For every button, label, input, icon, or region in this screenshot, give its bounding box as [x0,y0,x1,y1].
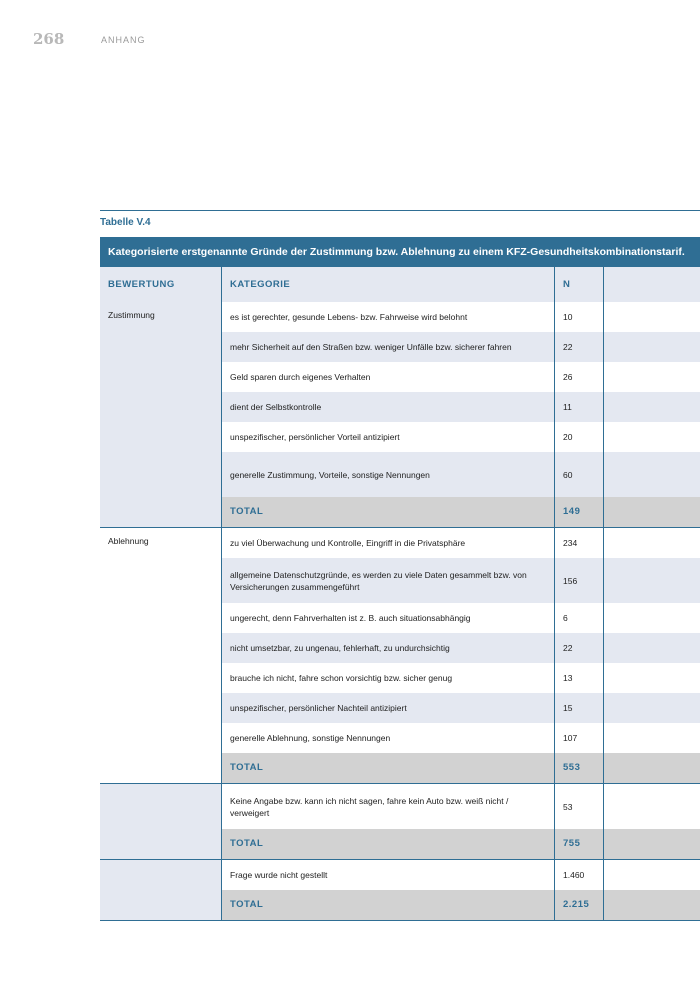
group-label [100,860,221,920]
empty-cell [603,392,700,422]
table-row [221,784,700,829]
kategorie-cell: nicht umsetzbar, zu ungenau, fehlerhaft, zu undurchsichtig [221,633,554,663]
empty-cell [603,723,700,753]
n-cell: 60 [554,452,603,497]
kategorie-cell: dient der Selbstkontrolle [221,392,554,422]
table-row [221,693,700,723]
kategorie-cell: Keine Angabe bzw. kann ich nicht sagen, fahre kein Auto bzw. weiß nicht / verweigert [221,784,554,829]
empty-cell [603,302,700,332]
empty-cell [603,860,700,890]
kategorie-cell: ungerecht, denn Fahrverhalten ist z. B. auch situationsabhängig [221,603,554,633]
table-row [221,332,700,362]
empty-cell [603,332,700,362]
total-label: TOTAL [221,890,554,920]
table-row [221,362,700,392]
total-n: 553 [554,753,603,783]
empty-cell [603,890,700,920]
empty-cell [603,497,700,527]
kategorie-cell: zu viel Überwachung und Kontrolle, Eingriff in die Privatsphäre [221,528,554,558]
empty-cell [603,422,700,452]
table-row [221,302,700,332]
total-label: TOTAL [221,829,554,859]
empty-cell [603,693,700,723]
n-cell: 1.460 [554,860,603,890]
kategorie-cell: brauche ich nicht, fahre schon vorsichtig bzw. sicher genug [221,663,554,693]
table-row [221,558,700,603]
total-label: TOTAL [221,753,554,783]
kategorie-cell: es ist gerechter, gesunde Lebens- bzw. Fahrweise wird belohnt [221,302,554,332]
section-label: ANHANG [101,35,146,45]
n-cell: 234 [554,528,603,558]
total-row [221,753,700,783]
n-cell: 13 [554,663,603,693]
total-n: 755 [554,829,603,859]
page-number: 268 [33,30,65,48]
kategorie-cell: Geld sparen durch eigenes Verhalten [221,362,554,392]
total-n: 149 [554,497,603,527]
table-header-row [100,267,700,302]
empty-cell [603,452,700,497]
total-n: 2.215 [554,890,603,920]
total-row [221,890,700,920]
table-row [221,422,700,452]
empty-cell [603,829,700,859]
n-cell: 10 [554,302,603,332]
kategorie-cell: unspezifischer, persönlicher Vorteil antizipiert [221,422,554,452]
table-row [221,723,700,753]
n-cell: 53 [554,784,603,829]
empty-cell [603,753,700,783]
n-cell: 15 [554,693,603,723]
kategorie-cell: generelle Ablehnung, sonstige Nennungen [221,723,554,753]
n-cell: 107 [554,723,603,753]
n-cell: 156 [554,558,603,603]
n-cell: 6 [554,603,603,633]
n-cell: 22 [554,332,603,362]
table-row [221,452,700,497]
total-label: TOTAL [221,497,554,527]
table-title: Kategorisierte erstgenannte Gründe der Zustimmung bzw. Ablehnung zu einem KFZ-Gesundheitskombinationstarif. [100,237,700,267]
group-label: Ablehnung [100,528,221,783]
total-row [221,497,700,527]
empty-cell [603,633,700,663]
column-header-n: N [554,267,603,302]
empty-cell [603,362,700,392]
kategorie-cell: unspezifischer, persönlicher Nachteil antizipiert [221,693,554,723]
group-keine-angabe [100,784,700,860]
empty-cell [603,558,700,603]
data-table [100,210,700,921]
column-header-kategorie: KATEGORIE [221,267,554,302]
empty-cell [603,663,700,693]
empty-cell [603,603,700,633]
table-row [221,633,700,663]
empty-cell [603,784,700,829]
table-row [221,860,700,890]
group-label [100,784,221,859]
group-nicht-gestellt [100,860,700,921]
kategorie-cell: Frage wurde nicht gestellt [221,860,554,890]
n-cell: 26 [554,362,603,392]
column-header-bewertung: BEWERTUNG [108,278,175,290]
total-row [221,829,700,859]
table-label: Tabelle V.4 [100,217,151,228]
empty-cell [603,528,700,558]
n-cell: 22 [554,633,603,663]
kategorie-cell: generelle Zustimmung, Vorteile, sonstige Nennungen [221,452,554,497]
column-header-empty [603,267,700,302]
table-row [221,528,700,558]
n-cell: 20 [554,422,603,452]
n-cell: 11 [554,392,603,422]
group-ablehnung [100,528,700,784]
kategorie-cell: mehr Sicherheit auf den Straßen bzw. weniger Unfälle bzw. sicherer fahren [221,332,554,362]
group-zustimmung [100,302,700,528]
kategorie-cell: allgemeine Datenschutzgründe, es werden zu viele Daten gesammelt bzw. von Versicherungen zusammengeführt [221,558,554,603]
table-row [221,663,700,693]
table-row [221,392,700,422]
group-label: Zustimmung [100,302,221,527]
table-row [221,603,700,633]
